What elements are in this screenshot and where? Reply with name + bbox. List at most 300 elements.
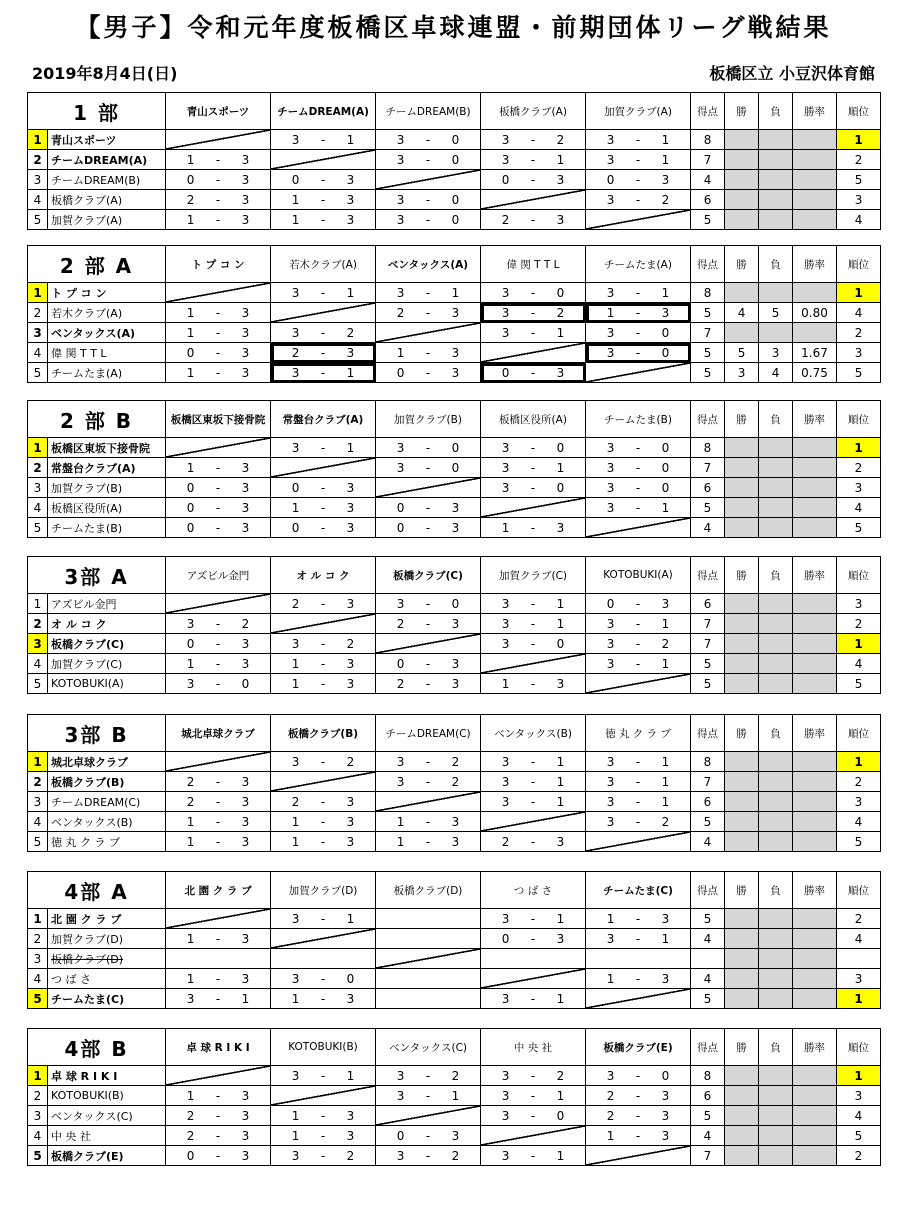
win-cell bbox=[725, 909, 759, 929]
win-cell bbox=[725, 812, 759, 832]
win-cell bbox=[725, 458, 759, 478]
self-match-cell bbox=[166, 283, 271, 303]
col-loss-header: 負 bbox=[759, 715, 793, 752]
match-score bbox=[376, 929, 481, 949]
rank-cell: 5 bbox=[837, 170, 881, 190]
rate-cell: 1.67 bbox=[793, 343, 837, 363]
match-score: 1 - 3 bbox=[586, 1126, 691, 1146]
points-cell: 8 bbox=[691, 438, 725, 458]
table-row bbox=[28, 323, 881, 343]
team-name: オ ル コ ク bbox=[48, 614, 166, 634]
match-score: 3 - 2 bbox=[376, 1146, 481, 1166]
match-score: 3 - 1 bbox=[586, 929, 691, 949]
team-number: 4 bbox=[28, 343, 48, 363]
table-row bbox=[28, 1146, 881, 1166]
match-score: 3 - 0 bbox=[376, 130, 481, 150]
team-number: 5 bbox=[28, 363, 48, 383]
match-score: 1 - 3 bbox=[271, 190, 376, 210]
match-score: 3 - 1 bbox=[586, 283, 691, 303]
loss-cell bbox=[759, 458, 793, 478]
rank-cell: 1 bbox=[837, 1066, 881, 1086]
loss-cell: 5 bbox=[759, 303, 793, 323]
match-score: 0 - 3 bbox=[271, 518, 376, 538]
match-score: 3 - 0 bbox=[376, 438, 481, 458]
match-score: 2 - 3 bbox=[376, 303, 481, 323]
match-score: 2 - 3 bbox=[166, 190, 271, 210]
match-score: 3 - 1 bbox=[586, 792, 691, 812]
team-name: チームたま(A) bbox=[48, 363, 166, 383]
team-number: 4 bbox=[28, 969, 48, 989]
win-cell bbox=[725, 478, 759, 498]
loss-cell bbox=[759, 130, 793, 150]
match-score: 1 - 3 bbox=[166, 969, 271, 989]
match-score: 1 - 3 bbox=[166, 150, 271, 170]
team-name: 北 園 ク ラ ブ bbox=[48, 909, 166, 929]
points-cell: 4 bbox=[691, 929, 725, 949]
match-score: 3 - 2 bbox=[376, 752, 481, 772]
loss-cell bbox=[759, 150, 793, 170]
match-score: 3 - 2 bbox=[481, 130, 586, 150]
team-number: 5 bbox=[28, 1146, 48, 1166]
col-rank-header: 順位 bbox=[837, 1029, 881, 1066]
match-score: 1 - 3 bbox=[166, 458, 271, 478]
points-cell: 5 bbox=[691, 674, 725, 694]
rate-cell bbox=[793, 130, 837, 150]
points-cell: 4 bbox=[691, 1126, 725, 1146]
match-score: 1 - 3 bbox=[166, 210, 271, 230]
match-score: 0 - 3 bbox=[166, 498, 271, 518]
points-cell: 5 bbox=[691, 812, 725, 832]
division-table bbox=[27, 245, 881, 383]
loss-cell bbox=[759, 438, 793, 458]
rate-cell bbox=[793, 1126, 837, 1146]
self-match-cell bbox=[166, 909, 271, 929]
team-name: 加賀クラブ(C) bbox=[48, 654, 166, 674]
rank-cell: 1 bbox=[837, 752, 881, 772]
opponent-header: チームたま(C) bbox=[586, 872, 691, 909]
loss-cell: 3 bbox=[759, 343, 793, 363]
match-score: 2 - 3 bbox=[166, 792, 271, 812]
table-row bbox=[28, 343, 881, 363]
team-number: 5 bbox=[28, 674, 48, 694]
win-cell: 3 bbox=[725, 363, 759, 383]
loss-cell bbox=[759, 1146, 793, 1166]
team-name: 加賀クラブ(D) bbox=[48, 929, 166, 949]
table-row bbox=[28, 909, 881, 929]
rank-cell: 2 bbox=[837, 614, 881, 634]
match-score: 3 - 1 bbox=[376, 283, 481, 303]
self-match-cell bbox=[271, 458, 376, 478]
rank-cell: 3 bbox=[837, 190, 881, 210]
col-win-header: 勝 bbox=[725, 246, 759, 283]
team-name: チームDREAM(A) bbox=[48, 150, 166, 170]
self-match-cell bbox=[481, 343, 586, 363]
division-name: 1 部 bbox=[28, 93, 166, 130]
points-cell: 5 bbox=[691, 343, 725, 363]
loss-cell bbox=[759, 1106, 793, 1126]
team-number: 3 bbox=[28, 170, 48, 190]
opponent-header: ベンタックス(A) bbox=[376, 246, 481, 283]
win-cell bbox=[725, 323, 759, 343]
match-score: 3 - 1 bbox=[481, 1086, 586, 1106]
win-cell bbox=[725, 674, 759, 694]
match-score: 2 - 3 bbox=[481, 832, 586, 852]
team-name: ベンタックス(A) bbox=[48, 323, 166, 343]
self-match-cell bbox=[481, 1126, 586, 1146]
team-name: 板橋区東坂下接骨院 bbox=[48, 438, 166, 458]
opponent-header: オ ル コ ク bbox=[271, 557, 376, 594]
col-points-header: 得点 bbox=[691, 715, 725, 752]
match-score: 1 - 3 bbox=[271, 498, 376, 518]
rate-cell bbox=[793, 1066, 837, 1086]
loss-cell bbox=[759, 190, 793, 210]
self-match-cell bbox=[166, 752, 271, 772]
rate-cell bbox=[793, 478, 837, 498]
rank-cell: 3 bbox=[837, 1086, 881, 1106]
team-name: 中 央 社 bbox=[48, 1126, 166, 1146]
opponent-header: 中 央 社 bbox=[481, 1029, 586, 1066]
win-cell bbox=[725, 832, 759, 852]
rate-cell bbox=[793, 812, 837, 832]
team-number: 2 bbox=[28, 303, 48, 323]
division-name: 2 部 A bbox=[28, 246, 166, 283]
loss-cell bbox=[759, 170, 793, 190]
match-score: 0 - 3 bbox=[271, 170, 376, 190]
match-score bbox=[376, 909, 481, 929]
points-cell: 6 bbox=[691, 792, 725, 812]
rate-cell bbox=[793, 1146, 837, 1166]
self-match-cell bbox=[376, 1106, 481, 1126]
loss-cell bbox=[759, 674, 793, 694]
win-cell bbox=[725, 170, 759, 190]
self-match-cell bbox=[376, 323, 481, 343]
loss-cell bbox=[759, 1086, 793, 1106]
opponent-header: KOTOBUKI(A) bbox=[586, 557, 691, 594]
rank-cell: 2 bbox=[837, 458, 881, 478]
win-cell bbox=[725, 1146, 759, 1166]
team-number: 3 bbox=[28, 634, 48, 654]
event-venue: 板橋区立 小豆沢体育館 bbox=[709, 64, 875, 83]
match-score: 1 - 3 bbox=[166, 832, 271, 852]
match-score: 3 - 0 bbox=[586, 343, 691, 363]
rank-cell: 3 bbox=[837, 594, 881, 614]
team-name: 加賀クラブ(A) bbox=[48, 210, 166, 230]
division-name: 4部 A bbox=[28, 872, 166, 909]
rank-cell: 2 bbox=[837, 1146, 881, 1166]
self-match-cell bbox=[376, 949, 481, 969]
match-score: 0 - 3 bbox=[166, 518, 271, 538]
points-cell: 7 bbox=[691, 772, 725, 792]
match-score: 3 - 2 bbox=[271, 323, 376, 343]
table-row bbox=[28, 772, 881, 792]
rate-cell bbox=[793, 752, 837, 772]
col-win-header: 勝 bbox=[725, 715, 759, 752]
loss-cell bbox=[759, 812, 793, 832]
match-score: 3 - 0 bbox=[586, 323, 691, 343]
rank-cell: 4 bbox=[837, 929, 881, 949]
division-table bbox=[27, 556, 881, 694]
points-cell: 8 bbox=[691, 283, 725, 303]
table-row bbox=[28, 438, 881, 458]
team-number: 1 bbox=[28, 594, 48, 614]
table-row bbox=[28, 969, 881, 989]
match-score: 2 - 3 bbox=[376, 614, 481, 634]
rank-cell: 5 bbox=[837, 518, 881, 538]
table-row bbox=[28, 458, 881, 478]
match-score: 3 - 1 bbox=[271, 283, 376, 303]
match-score: 3 - 0 bbox=[376, 190, 481, 210]
col-points-header: 得点 bbox=[691, 93, 725, 130]
opponent-header: ベンタックス(B) bbox=[481, 715, 586, 752]
col-loss-header: 負 bbox=[759, 246, 793, 283]
opponent-header: 偉 関 T T L bbox=[481, 246, 586, 283]
match-score: 1 - 3 bbox=[271, 812, 376, 832]
opponent-header: 板橋区役所(A) bbox=[481, 401, 586, 438]
match-score: 3 - 1 bbox=[586, 772, 691, 792]
rate-cell bbox=[793, 150, 837, 170]
team-number: 5 bbox=[28, 518, 48, 538]
division-name: 3部 A bbox=[28, 557, 166, 594]
match-score: 0 - 3 bbox=[481, 363, 586, 383]
match-score: 3 - 0 bbox=[376, 458, 481, 478]
win-cell bbox=[725, 594, 759, 614]
rank-cell: 4 bbox=[837, 654, 881, 674]
team-number: 2 bbox=[28, 614, 48, 634]
self-match-cell bbox=[166, 438, 271, 458]
team-number: 1 bbox=[28, 438, 48, 458]
match-score: 2 - 3 bbox=[166, 1106, 271, 1126]
points-cell: 6 bbox=[691, 478, 725, 498]
rank-cell: 3 bbox=[837, 343, 881, 363]
team-number: 1 bbox=[28, 752, 48, 772]
rate-cell bbox=[793, 323, 837, 343]
team-name: 偉 関 T T L bbox=[48, 343, 166, 363]
points-cell: 5 bbox=[691, 909, 725, 929]
win-cell bbox=[725, 498, 759, 518]
team-number: 4 bbox=[28, 498, 48, 518]
points-cell: 4 bbox=[691, 518, 725, 538]
opponent-header: 徳 丸 ク ラ ブ bbox=[586, 715, 691, 752]
loss-cell bbox=[759, 498, 793, 518]
match-score: 1 - 3 bbox=[166, 1086, 271, 1106]
loss-cell bbox=[759, 949, 793, 969]
match-score: 3 - 1 bbox=[481, 1146, 586, 1166]
opponent-header: 板橋クラブ(B) bbox=[271, 715, 376, 752]
match-score: 1 - 3 bbox=[271, 674, 376, 694]
col-rate-header: 勝率 bbox=[793, 1029, 837, 1066]
loss-cell bbox=[759, 614, 793, 634]
self-match-cell bbox=[586, 674, 691, 694]
col-win-header: 勝 bbox=[725, 872, 759, 909]
win-cell bbox=[725, 969, 759, 989]
rate-cell bbox=[793, 929, 837, 949]
match-score: 1 - 3 bbox=[376, 832, 481, 852]
rank-cell: 4 bbox=[837, 210, 881, 230]
loss-cell bbox=[759, 1126, 793, 1146]
self-match-cell bbox=[481, 498, 586, 518]
self-match-cell bbox=[586, 1146, 691, 1166]
self-match-cell bbox=[376, 478, 481, 498]
match-score: 2 - 3 bbox=[271, 792, 376, 812]
match-score: 3 - 1 bbox=[481, 614, 586, 634]
table-row bbox=[28, 1086, 881, 1106]
match-score: 2 - 3 bbox=[586, 1106, 691, 1126]
match-score: 0 - 3 bbox=[166, 478, 271, 498]
opponent-header: ト プ コ ン bbox=[166, 246, 271, 283]
loss-cell bbox=[759, 283, 793, 303]
points-cell: 5 bbox=[691, 989, 725, 1009]
opponent-header: 城北卓球クラブ bbox=[166, 715, 271, 752]
table-row bbox=[28, 170, 881, 190]
table-row bbox=[28, 654, 881, 674]
self-match-cell bbox=[376, 634, 481, 654]
rate-cell bbox=[793, 498, 837, 518]
team-number: 5 bbox=[28, 989, 48, 1009]
rank-cell: 5 bbox=[837, 1126, 881, 1146]
match-score: 3 - 1 bbox=[271, 909, 376, 929]
loss-cell bbox=[759, 323, 793, 343]
team-name: チームDREAM(C) bbox=[48, 792, 166, 812]
team-name: 板橋クラブ(D) bbox=[48, 949, 166, 969]
win-cell bbox=[725, 792, 759, 812]
team-name: アズビル金門 bbox=[48, 594, 166, 614]
self-match-cell bbox=[481, 969, 586, 989]
match-score: 3 - 1 bbox=[271, 438, 376, 458]
rate-cell bbox=[793, 832, 837, 852]
team-name: KOTOBUKI(A) bbox=[48, 674, 166, 694]
match-score: 3 - 1 bbox=[586, 752, 691, 772]
col-rate-header: 勝率 bbox=[793, 246, 837, 283]
opponent-header: KOTOBUKI(B) bbox=[271, 1029, 376, 1066]
win-cell bbox=[725, 929, 759, 949]
match-score: 3 - 1 bbox=[481, 792, 586, 812]
loss-cell: 4 bbox=[759, 363, 793, 383]
points-cell: 8 bbox=[691, 130, 725, 150]
col-points-header: 得点 bbox=[691, 1029, 725, 1066]
match-score: 3 - 0 bbox=[586, 438, 691, 458]
event-date: 2019年8月4日(日) bbox=[32, 64, 178, 83]
opponent-header: 板橋クラブ(E) bbox=[586, 1029, 691, 1066]
team-number: 4 bbox=[28, 654, 48, 674]
loss-cell bbox=[759, 969, 793, 989]
match-score: 3 - 2 bbox=[586, 634, 691, 654]
match-score: 1 - 3 bbox=[166, 929, 271, 949]
rank-cell: 5 bbox=[837, 674, 881, 694]
match-score: 0 - 3 bbox=[271, 478, 376, 498]
rank-cell: 4 bbox=[837, 498, 881, 518]
rank-cell: 3 bbox=[837, 478, 881, 498]
rate-cell bbox=[793, 1086, 837, 1106]
match-score: 3 - 2 bbox=[166, 614, 271, 634]
division-table bbox=[27, 1028, 881, 1166]
loss-cell bbox=[759, 909, 793, 929]
opponent-header: 加賀クラブ(C) bbox=[481, 557, 586, 594]
team-number: 4 bbox=[28, 812, 48, 832]
opponent-header: ベンタックス(C) bbox=[376, 1029, 481, 1066]
team-name: 板橋クラブ(E) bbox=[48, 1146, 166, 1166]
team-name: 若木クラブ(A) bbox=[48, 303, 166, 323]
team-name: 青山スポーツ bbox=[48, 130, 166, 150]
opponent-header: アズビル金門 bbox=[166, 557, 271, 594]
table-row bbox=[28, 1066, 881, 1086]
match-score: 0 - 3 bbox=[376, 498, 481, 518]
match-score: 0 - 3 bbox=[376, 363, 481, 383]
match-score bbox=[271, 949, 376, 969]
team-name: 卓 球 R I K I bbox=[48, 1066, 166, 1086]
team-name: 板橋区役所(A) bbox=[48, 498, 166, 518]
win-cell bbox=[725, 438, 759, 458]
opponent-header: 若木クラブ(A) bbox=[271, 246, 376, 283]
rank-cell: 4 bbox=[837, 812, 881, 832]
team-number: 1 bbox=[28, 130, 48, 150]
table-row bbox=[28, 498, 881, 518]
team-number: 2 bbox=[28, 772, 48, 792]
rank-cell bbox=[837, 949, 881, 969]
match-score: 1 - 3 bbox=[376, 343, 481, 363]
rate-cell bbox=[793, 969, 837, 989]
table-row bbox=[28, 674, 881, 694]
self-match-cell bbox=[586, 989, 691, 1009]
self-match-cell bbox=[271, 1086, 376, 1106]
points-cell: 8 bbox=[691, 752, 725, 772]
match-score: 2 - 3 bbox=[271, 343, 376, 363]
match-score: 3 - 2 bbox=[481, 303, 586, 323]
match-score bbox=[166, 949, 271, 969]
match-score: 3 - 1 bbox=[586, 614, 691, 634]
rank-cell: 2 bbox=[837, 909, 881, 929]
self-match-cell bbox=[271, 614, 376, 634]
table-row bbox=[28, 150, 881, 170]
win-cell bbox=[725, 634, 759, 654]
points-cell: 5 bbox=[691, 498, 725, 518]
match-score: 3 - 0 bbox=[481, 634, 586, 654]
rate-cell bbox=[793, 458, 837, 478]
col-win-header: 勝 bbox=[725, 401, 759, 438]
rate-cell bbox=[793, 210, 837, 230]
loss-cell bbox=[759, 1066, 793, 1086]
match-score: 2 - 3 bbox=[166, 772, 271, 792]
match-score: 0 - 3 bbox=[481, 929, 586, 949]
win-cell bbox=[725, 1126, 759, 1146]
table-row bbox=[28, 812, 881, 832]
team-number: 4 bbox=[28, 190, 48, 210]
match-score: 0 - 3 bbox=[166, 1146, 271, 1166]
col-rank-header: 順位 bbox=[837, 872, 881, 909]
points-cell: 4 bbox=[691, 969, 725, 989]
match-score: 3 - 1 bbox=[481, 594, 586, 614]
match-score: 3 - 1 bbox=[586, 130, 691, 150]
team-name: KOTOBUKI(B) bbox=[48, 1086, 166, 1106]
match-score: 3 - 1 bbox=[481, 772, 586, 792]
col-rank-header: 順位 bbox=[837, 93, 881, 130]
match-score: 2 - 3 bbox=[166, 1126, 271, 1146]
rank-cell: 1 bbox=[837, 283, 881, 303]
match-score: 3 - 0 bbox=[481, 438, 586, 458]
match-score bbox=[376, 969, 481, 989]
col-rate-header: 勝率 bbox=[793, 557, 837, 594]
rank-cell: 3 bbox=[837, 969, 881, 989]
opponent-header: 加賀クラブ(A) bbox=[586, 93, 691, 130]
self-match-cell bbox=[586, 210, 691, 230]
opponent-header: 青山スポーツ bbox=[166, 93, 271, 130]
match-score: 3 - 1 bbox=[271, 363, 376, 383]
opponent-header: チームたま(A) bbox=[586, 246, 691, 283]
division-table bbox=[27, 400, 881, 538]
rank-cell: 2 bbox=[837, 772, 881, 792]
team-name: チームDREAM(B) bbox=[48, 170, 166, 190]
col-win-header: 勝 bbox=[725, 1029, 759, 1066]
col-loss-header: 負 bbox=[759, 93, 793, 130]
